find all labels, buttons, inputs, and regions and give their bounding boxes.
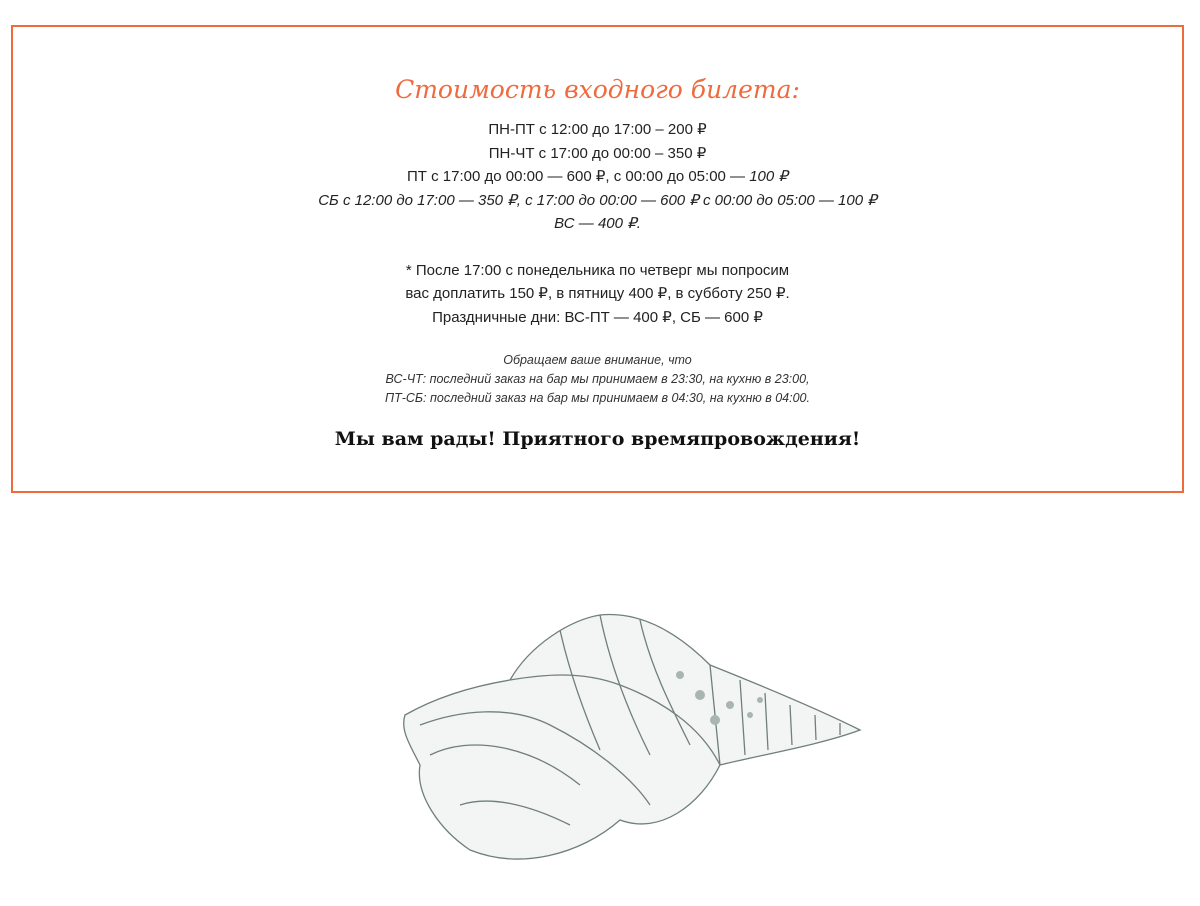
panel-title: Стоимость входного билета:	[395, 75, 800, 104]
attention-line: Обращаем ваше внимание, что	[503, 353, 692, 367]
price-line-sunday: ВС — 400 ₽.	[554, 215, 641, 232]
friday-main: ПТ с 17:00 до 00:00 — 600 ₽, с 00:00 до 05:00 —	[407, 168, 750, 185]
ticket-price-panel	[11, 25, 1184, 493]
friday-night-price: 100 ₽	[749, 168, 788, 185]
attention-line: ВС-ЧТ: последний заказ на бар мы принимаем в 23:30, на кухню в 23:00,	[385, 372, 810, 386]
note-line: Праздничные дни: ВС-ПТ — 400 ₽, СБ — 600 ₽	[432, 308, 763, 326]
surcharge-note	[13, 259, 1182, 330]
price-list	[13, 118, 1182, 236]
attention-line: ПТ-СБ: последний заказ на бар мы принимаем в 04:30, на кухню в 04:00.	[385, 391, 810, 405]
price-line: ПН-ЧТ с 17:00 до 00:00 – 350 ₽	[488, 144, 707, 162]
note-line: вас доплатить 150 ₽, в пятницу 400 ₽, в субботу 250 ₽.	[405, 285, 790, 302]
price-line: ПН-ПТ с 12:00 до 17:00 – 200 ₽	[488, 121, 707, 138]
price-line-saturday: СБ с 12:00 до 17:00 — 350 ₽, с 17:00 до 00:00 — 600 ₽ с 00:00 до 05:00 — 100 ₽	[318, 191, 877, 209]
last-order-note	[13, 351, 1182, 408]
note-line: * После 17:00 с понедельника по четверг мы попросим	[405, 261, 790, 279]
seashell-illustration	[400, 605, 865, 875]
closing-message: Мы вам рады! Приятного времяпровождения!	[334, 428, 861, 450]
price-line-friday	[13, 165, 1182, 189]
